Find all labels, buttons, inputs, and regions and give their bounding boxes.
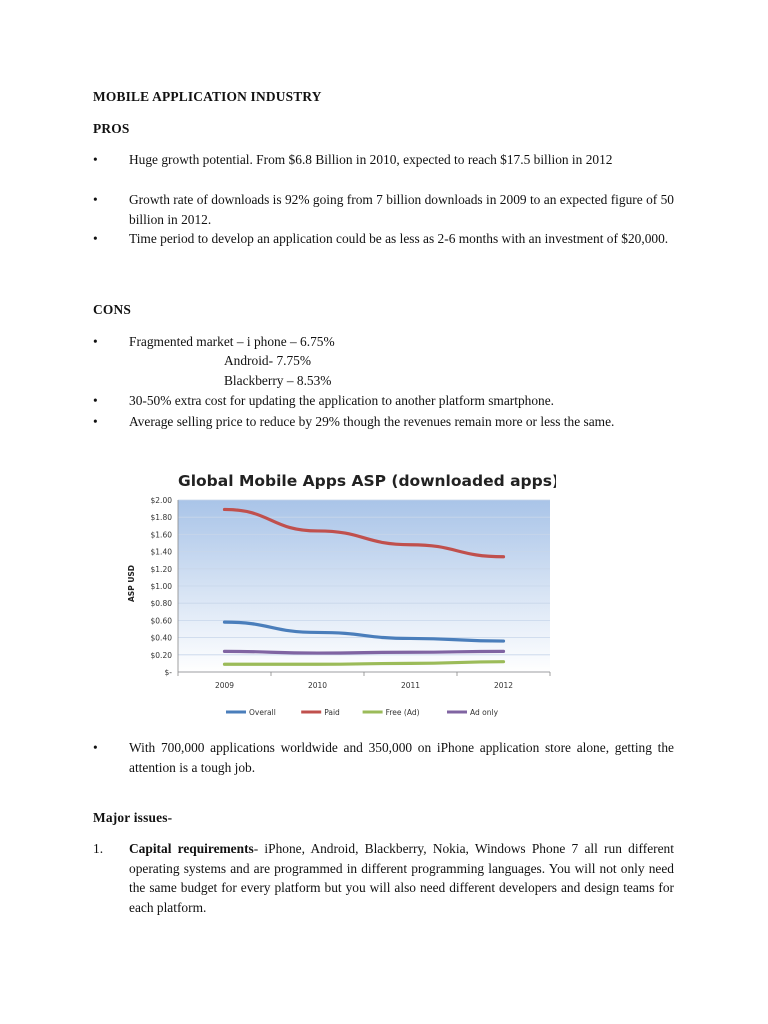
y-tick-label: $1.80 xyxy=(150,513,172,523)
cons-android: Android- 7.75% xyxy=(224,353,312,368)
cons-extra-cost: 30-50% extra cost for updating the application to another platform smartphone. xyxy=(129,393,555,408)
issue-text-block xyxy=(129,839,674,917)
issue-item xyxy=(93,839,674,917)
after-chart-text: With 700,000 applications worldwide and 350,000 on iPhone application store alone, getting the attention is a tough job. xyxy=(129,740,674,775)
y-tick-label: $1.20 xyxy=(150,564,172,574)
pros-heading: PROS xyxy=(93,121,130,136)
y-tick-label: $0.20 xyxy=(150,650,172,660)
chart-legend xyxy=(226,708,499,717)
y-tick-label: $0.60 xyxy=(150,616,172,626)
issue-number: 1. xyxy=(93,841,104,856)
legend-entry: Free (Ad) xyxy=(385,708,420,717)
list-item xyxy=(93,412,674,432)
document-title: MOBILE APPLICATION INDUSTRY xyxy=(93,89,322,104)
pros-item-1: Huge growth potential. From $6.8 Billion in 2010, expected to reach $17.5 billion in 2012 xyxy=(129,152,613,167)
y-tick-label: $0.80 xyxy=(150,599,172,609)
bullet: • xyxy=(93,740,98,755)
x-tick-label: 2011 xyxy=(400,681,421,690)
legend-entry: Paid xyxy=(324,708,340,717)
bullet: • xyxy=(93,414,98,429)
y-axis-label: ASP USD xyxy=(127,564,136,602)
x-axis-ticks xyxy=(178,672,550,690)
series-line-ad-only xyxy=(225,651,504,653)
y-tick-label: $1.40 xyxy=(150,547,172,557)
major-issues-heading: Major issues- xyxy=(93,810,173,825)
x-tick-label: 2010 xyxy=(307,681,328,690)
legend-entry: Ad only xyxy=(470,708,499,717)
y-tick-label: $- xyxy=(164,668,172,677)
list-item xyxy=(93,391,674,411)
issue-body: - iPhone, Android, Blackberry, Nokia, Windows Phone 7 all run different operating systems and are programmed in different programming languages. You will not only need the same budget for every platform but you will also need different developers and design teams for each platform. xyxy=(129,841,674,915)
pros-item-3: Time period to develop an application could be as less as 2-6 months with an investment of $20,000. xyxy=(129,231,669,246)
list-item xyxy=(93,190,674,229)
y-tick-label: $1.00 xyxy=(150,582,172,591)
y-axis-ticks xyxy=(151,496,173,677)
legend-entry: Overall xyxy=(249,708,276,717)
chart-svg xyxy=(116,464,556,726)
asp-chart xyxy=(116,464,556,726)
issue-title: Capital requirements xyxy=(129,841,254,856)
cons-market-line: Fragmented market – i phone – 6.75% xyxy=(129,334,335,349)
y-tick-label: $1.60 xyxy=(150,530,172,540)
list-item xyxy=(93,229,674,249)
list-item xyxy=(93,150,674,170)
bullet: • xyxy=(93,393,98,408)
bullet: • xyxy=(93,334,98,349)
pros-item-2: Growth rate of downloads is 92% going from 7 billion downloads in 2009 to an expected figure of 50 billion in 2012. xyxy=(129,192,674,227)
y-tick-label: $2.00 xyxy=(150,496,172,505)
chart-title: Global Mobile Apps ASP (downloaded apps) xyxy=(178,472,556,490)
x-tick-label: 2012 xyxy=(493,681,514,690)
cons-blackberry: Blackberry – 8.53% xyxy=(224,373,332,388)
cons-heading: CONS xyxy=(93,302,132,317)
cons-asp: Average selling price to reduce by 29% though the revenues remain more or less the same. xyxy=(129,414,615,429)
list-item xyxy=(93,332,674,352)
bullet: • xyxy=(93,152,98,167)
bullet: • xyxy=(93,231,98,246)
list-item xyxy=(93,738,674,777)
bullet: • xyxy=(93,192,98,207)
x-tick-label: 2009 xyxy=(214,681,235,690)
y-tick-label: $0.40 xyxy=(150,633,172,643)
